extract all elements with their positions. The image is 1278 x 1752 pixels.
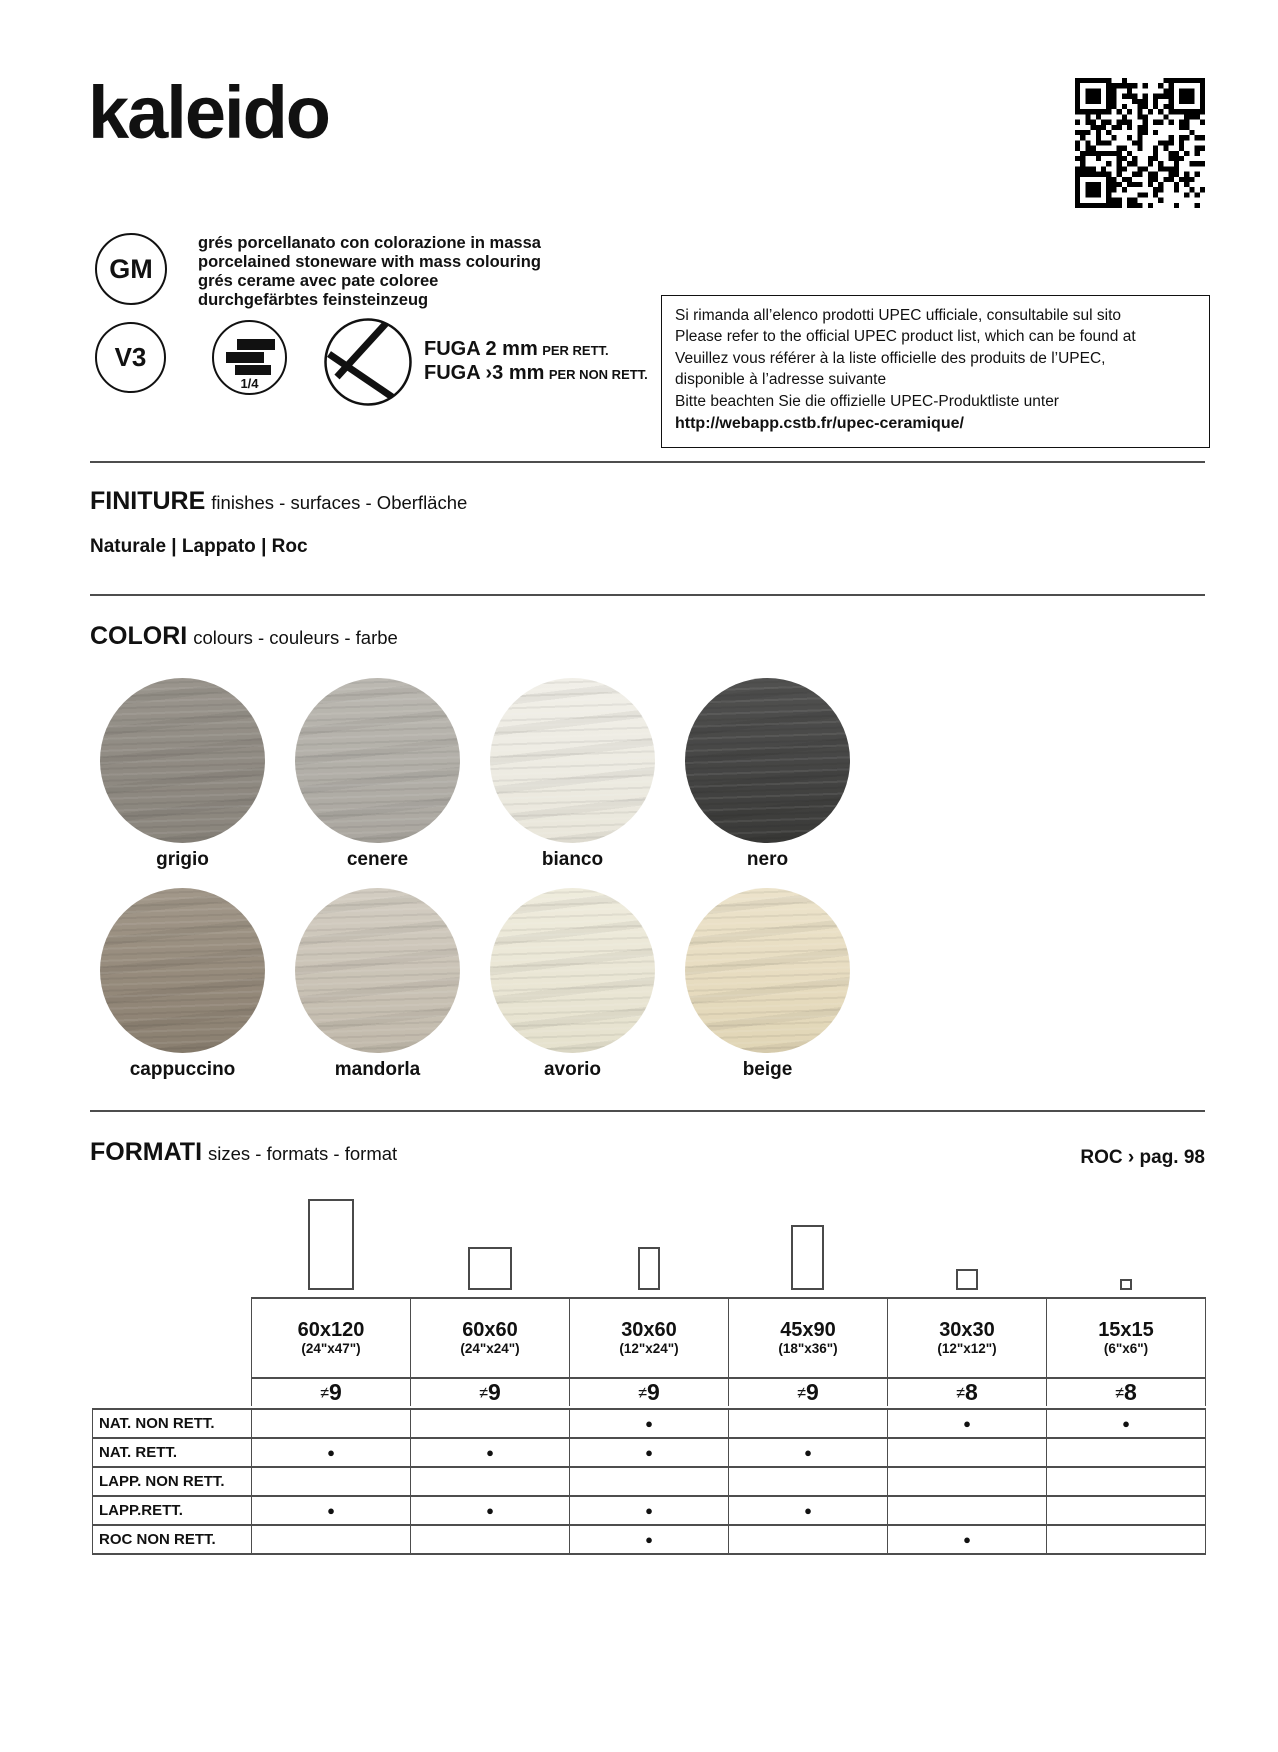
availability-cell: ● xyxy=(570,1525,729,1554)
thickness-cell: ≠9 xyxy=(570,1378,729,1406)
size-header-cell: 60x120 (24"x47") xyxy=(252,1298,411,1378)
qr-code xyxy=(1075,78,1205,208)
quarter-offset-laying-badge xyxy=(212,320,287,395)
availability-cell: ● xyxy=(729,1438,888,1467)
table-row xyxy=(93,1496,1206,1525)
size-header-cell: 60x60 (24"x24") xyxy=(411,1298,570,1378)
swatch-circle-beige xyxy=(685,888,850,1053)
upec-line-it: Si rimanda all’elenco prodotti UPEC ufficiale, consultabile sul sito xyxy=(675,307,1121,324)
availability-cell xyxy=(729,1467,888,1496)
color-swatch xyxy=(295,888,460,1081)
table-row xyxy=(93,1525,1206,1554)
availability-cell: ● xyxy=(570,1438,729,1467)
finiture-section-heading xyxy=(90,487,467,516)
material-line-de: durchgefärbtes feinsteinzeug xyxy=(198,291,429,309)
tile-bar-icon xyxy=(226,352,264,363)
swatch-row-1 xyxy=(100,678,850,871)
finiture-title: FINITURE xyxy=(90,487,206,515)
thickness-cell: ≠9 xyxy=(729,1378,888,1406)
size-header-row xyxy=(252,1298,1206,1378)
table-row xyxy=(93,1409,1206,1438)
availability-cell xyxy=(1047,1467,1206,1496)
finish-row-label: NAT. RETT. xyxy=(93,1438,252,1467)
availability-cell: ● xyxy=(411,1438,570,1467)
availability-cell xyxy=(729,1409,888,1438)
gm-badge xyxy=(95,233,167,305)
availability-cell: ● xyxy=(570,1496,729,1525)
swatch-label: cenere xyxy=(346,849,409,870)
page-title: kaleido xyxy=(88,71,329,154)
finish-row-label: ROC NON RETT. xyxy=(93,1525,252,1554)
colori-title: COLORI xyxy=(90,622,188,650)
availability-cell: ● xyxy=(888,1525,1047,1554)
color-swatch xyxy=(685,678,850,871)
availability-cell xyxy=(1047,1496,1206,1525)
v3-shade-variation-badge xyxy=(95,322,166,393)
color-swatch xyxy=(490,888,655,1081)
swatch-label: nero xyxy=(746,849,789,870)
thickness-cell: ≠9 xyxy=(252,1378,411,1406)
availability-cell xyxy=(888,1467,1047,1496)
availability-cell xyxy=(1047,1525,1206,1554)
availability-cell: ● xyxy=(729,1496,888,1525)
joint-spec-text xyxy=(424,338,648,386)
material-line-fr: grés cerame avec pate coloree xyxy=(198,272,439,290)
upec-url-link[interactable]: http://webapp.cstb.fr/upec-ceramique/ xyxy=(675,415,964,433)
tile-shape-30x60 xyxy=(638,1247,660,1290)
color-swatch xyxy=(295,678,460,871)
tile-shape-60x60 xyxy=(468,1247,512,1290)
upec-line-fr2: disponible à l’adresse suivante xyxy=(675,371,887,389)
material-line-en: porcelained stoneware with mass colouring xyxy=(198,253,541,271)
formati-subtitle: sizes - formats - format xyxy=(208,1143,398,1164)
swatch-row-2 xyxy=(100,888,850,1081)
thickness-cell: ≠8 xyxy=(888,1378,1047,1406)
finish-row-label: NAT. NON RETT. xyxy=(93,1409,252,1438)
upec-line-fr: Veuillez vous référer à la liste officielle des produits de l’UPEC, xyxy=(675,349,1106,367)
joint-spec-line-rett: FUGA 2 mm PER RETT. xyxy=(424,338,609,360)
upec-notice-box xyxy=(661,295,1210,448)
color-swatch xyxy=(100,678,265,871)
availability-cell: ● xyxy=(411,1496,570,1525)
tile-bar-icon xyxy=(237,339,275,350)
availability-cell: ● xyxy=(1047,1409,1206,1438)
availability-cell xyxy=(888,1496,1047,1525)
finishes-list: Naturale | Lappato | Roc xyxy=(90,536,308,557)
quarter-badge-label: 1/4 xyxy=(240,376,259,391)
swatch-circle-avorio xyxy=(490,888,655,1053)
swatch-circle-mandorla xyxy=(295,888,460,1053)
availability-cell: ● xyxy=(570,1409,729,1438)
availability-cell xyxy=(252,1467,411,1496)
availability-cell: ● xyxy=(252,1496,411,1525)
availability-cell xyxy=(411,1409,570,1438)
gm-badge-label: GM xyxy=(109,253,153,284)
material-line-it: grés porcellanato con colorazione in massa xyxy=(198,234,541,252)
joint-spec-line-non-rett: FUGA ›3 mm PER NON RETT. xyxy=(424,362,648,384)
swatch-circle-cappuccino xyxy=(100,888,265,1053)
swatch-label: avorio xyxy=(543,1059,602,1080)
thickness-cell: ≠9 xyxy=(411,1378,570,1406)
availability-cell xyxy=(888,1438,1047,1467)
colori-section-heading xyxy=(90,622,398,651)
roc-page-reference: ROC › pag. 98 xyxy=(1080,1147,1205,1168)
formati-section-heading xyxy=(90,1138,397,1167)
swatch-circle-nero xyxy=(685,678,850,843)
availability-cell xyxy=(252,1409,411,1438)
availability-cell: ● xyxy=(888,1409,1047,1438)
finiture-subtitle: finishes - surfaces - Oberfläche xyxy=(211,492,468,513)
swatch-label: mandorla xyxy=(334,1059,421,1080)
finish-row-label: LAPP. NON RETT. xyxy=(93,1467,252,1496)
colori-subtitle: colours - couleurs - farbe xyxy=(193,627,398,648)
swatch-circle-grigio xyxy=(100,678,265,843)
formats-table-header xyxy=(251,1297,1206,1406)
swatch-circle-bianco xyxy=(490,678,655,843)
upec-line-de: Bitte beachten Sie die offizielle UPEC-Produktliste unter xyxy=(675,392,1059,410)
availability-cell xyxy=(411,1525,570,1554)
tile-shape-45x90 xyxy=(791,1225,824,1290)
tile-shape-60x120 xyxy=(308,1199,354,1290)
swatch-label: bianco xyxy=(541,849,604,870)
upec-line-en: Please refer to the official UPEC product list, which can be found at xyxy=(675,328,1136,346)
finish-row-label: LAPP.RETT. xyxy=(93,1496,252,1525)
swatch-label: grigio xyxy=(156,849,209,870)
availability-cell: ● xyxy=(252,1438,411,1467)
size-header-cell: 45x90 (18"x36") xyxy=(729,1298,888,1378)
formats-availability-table xyxy=(92,1408,1206,1555)
tile-bar-icon xyxy=(235,365,271,375)
availability-cell xyxy=(252,1525,411,1554)
v3-badge-label: V3 xyxy=(114,342,147,372)
material-description xyxy=(198,234,541,310)
availability-cell xyxy=(729,1525,888,1554)
section-divider xyxy=(90,461,1205,463)
thickness-cell: ≠8 xyxy=(1047,1378,1206,1406)
size-header-cell: 30x30 (12"x12") xyxy=(888,1298,1047,1378)
availability-cell xyxy=(1047,1438,1206,1467)
color-swatch xyxy=(100,888,265,1081)
formati-title: FORMATI xyxy=(90,1138,203,1166)
tile-shape-15x15 xyxy=(1120,1279,1132,1290)
availability-cell xyxy=(570,1467,729,1496)
section-divider xyxy=(90,594,1205,596)
color-swatch xyxy=(490,678,655,871)
swatch-label: beige xyxy=(742,1059,793,1080)
size-header-cell: 15x15 (6"x6") xyxy=(1047,1298,1206,1378)
availability-cell xyxy=(411,1467,570,1496)
joint-cut-icon xyxy=(323,317,413,407)
table-row xyxy=(93,1438,1206,1467)
tile-shape-30x30 xyxy=(956,1269,978,1290)
section-divider xyxy=(90,1110,1205,1112)
color-swatch xyxy=(685,888,850,1081)
size-header-cell: 30x60 (12"x24") xyxy=(570,1298,729,1378)
thickness-row xyxy=(252,1378,1206,1406)
swatch-label: cappuccino xyxy=(129,1059,236,1080)
swatch-circle-cenere xyxy=(295,678,460,843)
table-row xyxy=(93,1467,1206,1496)
